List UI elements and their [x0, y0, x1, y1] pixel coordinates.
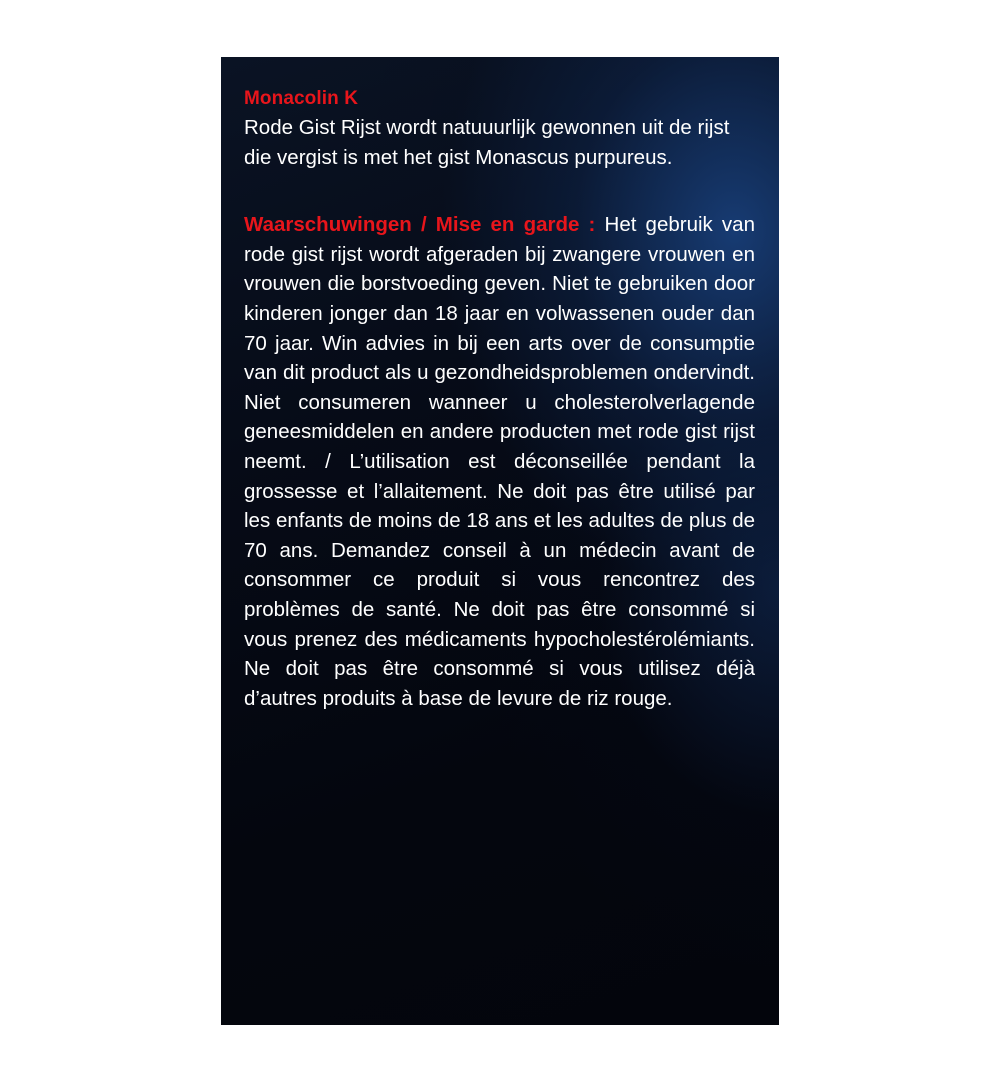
- section-monacolin-k: [244, 86, 755, 172]
- section-spacer: [244, 196, 755, 210]
- warnings-paragraph: [244, 210, 755, 713]
- label-panel: [221, 57, 779, 1025]
- section-warnings: [244, 210, 755, 713]
- panel-content: [244, 86, 755, 737]
- section-body-monacolin-k: Rode Gist Rijst wordt natuuurlijk gewonnen uit de rijst die vergist is met het gist Monascus purpureus.: [244, 116, 730, 169]
- warnings-body-text: Het gebruik van rode gist rijst wordt afgeraden bij zwangere vrouwen en vrouwen die borstvoeding geven. Niet te gebruiken door kinderen jonger dan 18 jaar en volwassenen ouder dan 70 jaar. Win advies in bij een arts over de consumptie van dit product als u gezondheidsproblemen ondervindt. Niet consumeren wanneer u cholesterolverlagende geneesmiddelen en andere producten met rode gist rijst neemt. / L’utilisation est déconseillée pendant la grossesse et l’allaitement. Ne doit pas être utilisé par les enfants de moins de 18 ans et les adultes de plus de 70 ans. Demandez conseil à un médecin avant de consommer ce produit si vous rencontrez des problèmes de santé. Ne doit pas être consommé si vous prenez des médicaments hypocholestérolémiants. Ne doit pas être consommé si vous utilisez déjà d’autres produits à base de levure de riz rouge.: [244, 213, 755, 710]
- warnings-inline-heading: Waarschuwingen / Mise en garde :: [244, 213, 596, 237]
- section-heading-monacolin-k: Monacolin K: [244, 88, 359, 109]
